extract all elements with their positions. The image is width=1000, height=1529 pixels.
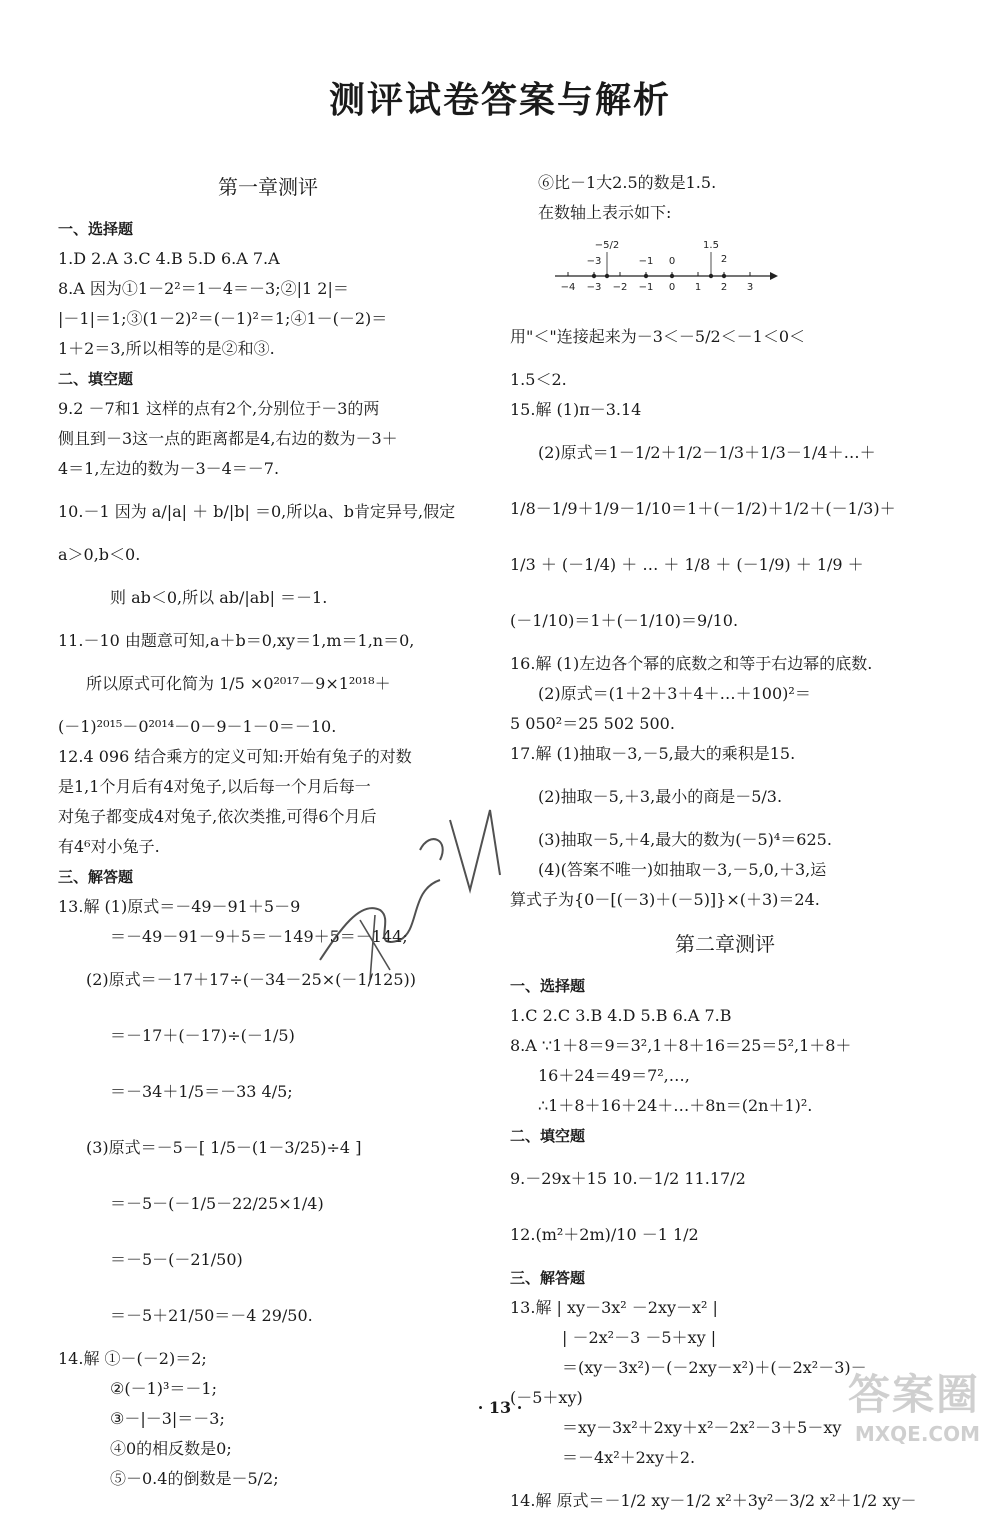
ch1-q14-line: ②(－1)³＝－1;	[110, 1379, 217, 1398]
ch1-q16-line: 16.解 (1)左边各个幂的底数之和等于右边幂的底数.	[510, 654, 873, 673]
point-marker	[670, 274, 674, 278]
point-label: 1.5	[703, 240, 719, 251]
point-marker	[592, 274, 596, 278]
ch1-q17-line: (2)抽取－5,＋3,最小的商是－5/3.	[538, 787, 783, 806]
point-label: −3	[586, 256, 602, 267]
chapter1-heading: 第一章测评	[218, 175, 318, 199]
ch2-q13-line: ＝(xy－3x²)－(－2xy－x²)＋(－2x²－3)－	[562, 1358, 867, 1377]
watermark-logo: 答案圈	[847, 1370, 980, 1419]
ch1-q17-line: (3)抽取－5,＋4,最大的数为(－5)⁴＝625.	[538, 830, 832, 849]
number-line	[550, 234, 940, 303]
point-marker	[722, 274, 726, 278]
tick-label: −2	[612, 282, 628, 293]
ch1-q13-line: ＝－5＋21/50＝－4 29/50.	[110, 1306, 313, 1325]
ch2-q13-line: 13.解 | xy－3x² －2xy－x² |	[510, 1298, 718, 1317]
ch1-q9-line: 9.2 －7和1 这样的点有2个,分别位于－3的两	[58, 399, 380, 418]
ch1-q14-cont-line: ⑥比－1大2.5的数是1.5.	[538, 173, 717, 192]
ch1-section-fill: 二、填空题	[58, 370, 134, 388]
ch1-q15-line: 1/8－1/9＋1/9－1/10＝1＋(－1/2)＋1/2＋(－1/3)＋	[510, 499, 896, 518]
ch1-q13-line: ＝－5－(－1/5－22/25×1/4)	[110, 1194, 324, 1213]
ch1-q9-line: 4＝1,左边的数为－3－4＝－7.	[58, 459, 280, 478]
ch1-q15-line: (2)原式＝1－1/2＋1/2－1/3＋1/3－1/4＋…＋	[538, 443, 876, 462]
ch1-q13-line: ＝－49－91－9＋5＝－149＋5＝－144;	[110, 927, 408, 946]
ch2-q13-line: ＝－4x²＋2xy＋2.	[562, 1448, 696, 1467]
arrow-right-icon	[770, 272, 778, 280]
ch1-q16-line: (2)原式＝(1＋2＋3＋4＋…＋100)²＝	[538, 684, 811, 703]
ch2-q13-line: ＝xy－3x²＋2xy＋x²－2x²－3＋5－xy	[562, 1418, 842, 1437]
ch1-q14-cont-line: 在数轴上表示如下:	[538, 203, 672, 222]
site-watermark	[720, 1362, 980, 1448]
ch2-q13-line: (－5＋xy)	[510, 1388, 583, 1407]
ch1-q8-line: 8.A 因为①1－2²＝1－4＝－3;②|1 2|＝	[58, 279, 349, 298]
tick-label: 3	[746, 282, 754, 293]
ch1-q13-line: 13.解 (1)原式＝－49－91＋5－9	[58, 897, 301, 916]
ch1-q13-line: ＝－5－(－21/50)	[110, 1250, 243, 1269]
ch1-q11-line: 所以原式可化简为 1/5 ×0²⁰¹⁷－9×1²⁰¹⁸＋	[86, 674, 391, 693]
ch2-q14-line: 14.解 原式＝－1/2 xy－1/2 x²＋3y²－3/2 x²＋1/2 xy－	[510, 1491, 917, 1510]
page-number: · 13 ·	[477, 1398, 523, 1417]
ch1-q15-line: 1/3 ＋ (－1/4) ＋ … ＋ 1/8 ＋ (－1/9) ＋ 1/9 ＋	[510, 555, 864, 574]
ch1-q10-line: 则 ab＜0,所以 ab/|ab| ＝－1.	[110, 588, 328, 607]
tick-label: 0	[668, 282, 676, 293]
ch1-q13-line: ＝－34＋1/5＝－33 4/5;	[110, 1082, 293, 1101]
ch1-q14-line: ④0的相反数是0;	[110, 1439, 232, 1458]
ch1-q13-line: (2)原式＝－17＋17÷(－34－25×(－1/125))	[86, 970, 416, 989]
ch1-choice-answers: 1.D 2.A 3.C 4.B 5.D 6.A 7.A	[58, 249, 280, 268]
ch2-q8-line: ∴1＋8＋16＋24＋…＋8n＝(2n＋1)².	[538, 1096, 813, 1115]
tick-label: 2	[720, 282, 728, 293]
ch2-fill-answers: 12.(m²＋2m)/10 －1 1/2	[510, 1225, 699, 1244]
page-title: 测评试卷答案与解析	[328, 80, 671, 121]
ch2-choice-answers: 1.C 2.C 3.B 4.D 5.B 6.A 7.B	[510, 1006, 732, 1025]
ch1-q14-line: ⑤－0.4的倒数是－5/2;	[110, 1469, 279, 1488]
ch2-q13-line: | －2x²－3 －5＋xy |	[562, 1328, 717, 1347]
ch1-q17-line: 17.解 (1)抽取－3,－5,最大的乘积是15.	[510, 744, 796, 763]
ch1-q11-line: 11.－10 由题意可知,a＋b＝0,xy＝1,m＝1,n＝0,	[58, 631, 415, 650]
right-column	[510, 168, 940, 1529]
point-label: −5/2	[594, 240, 620, 251]
ch1-q15-line: 15.解 (1)π－3.14	[510, 400, 642, 419]
ch1-q14-end-line: 用"＜"连接起来为－3＜－5/2＜－1＜0＜	[510, 327, 806, 346]
point-label: 0	[668, 256, 676, 267]
ch1-q17-line: 算式子为{0－[(－3)＋(－5)]}×(＋3)＝24.	[510, 890, 820, 909]
point-marker	[605, 274, 609, 278]
point-marker	[709, 274, 713, 278]
tick-label: −3	[586, 282, 602, 293]
ch2-section-solve: 三、解答题	[510, 1269, 586, 1287]
ch1-section-solve: 三、解答题	[58, 868, 134, 886]
ch1-q12-line: 是1,1个月后有4对兔子,以后每一个月后每一	[58, 777, 371, 796]
ch1-q8-line: |－1|＝1;③(1－2)²＝(－1)²＝1;④1－(－2)＝	[58, 309, 388, 328]
ch1-q10-line: 10.－1 因为 a/|a| ＋ b/|b| ＝0,所以a、b肯定异号,假定	[58, 502, 456, 521]
ch1-q15-line: (－1/10)＝1＋(－1/10)＝9/10.	[510, 611, 739, 630]
tick-label: −4	[560, 282, 576, 293]
ch2-section-choice: 一、选择题	[510, 977, 586, 995]
watermark-url: MXQE.COM	[854, 1422, 980, 1446]
ch1-q9-line: 侧且到－3这一点的距离都是4,右边的数为－3＋	[58, 429, 398, 448]
ch1-q13-line: (3)原式＝－5－[ 1/5－(1－3/25)÷4 ]	[86, 1138, 362, 1157]
tick-label: 1	[694, 282, 702, 293]
ch1-q12-line: 对兔子都变成4对兔子,依次类推,可得6个月后	[58, 807, 377, 826]
ch1-q10-line: a＞0,b＜0.	[58, 545, 141, 564]
point-marker	[644, 274, 648, 278]
point-label: 2	[720, 254, 728, 265]
ch1-q12-line: 有4⁶对小兔子.	[58, 837, 160, 856]
chapter2-heading: 第二章测评	[675, 932, 775, 956]
ch1-q13-line: ＝－17＋(－17)÷(－1/5)	[110, 1026, 295, 1045]
ch1-q17-line: (4)(答案不唯一)如抽取－3,－5,0,＋3,运	[538, 860, 827, 879]
number-line-svg	[550, 234, 780, 296]
ch1-q14-end-line: 1.5＜2.	[510, 370, 567, 389]
ch1-q16-line: 5 050²＝25 502 500.	[510, 714, 675, 733]
handwritten-scribble	[300, 780, 560, 1000]
point-label: −1	[638, 256, 654, 267]
ch2-fill-answers: 9.－29x＋15 10.－1/2 11.17/2	[510, 1169, 746, 1188]
ch1-q11-line: (－1)²⁰¹⁵－0²⁰¹⁴－0－9－1－0＝－10.	[58, 717, 337, 736]
ch1-q8-line: 1＋2＝3,所以相等的是②和③.	[58, 339, 275, 358]
ch1-section-choice: 一、选择题	[58, 220, 134, 238]
ch2-q8-line: 16＋24＝49＝7²,…,	[538, 1066, 690, 1085]
ch2-q8-line: 8.A ∵1＋8＝9＝3²,1＋8＋16＝25＝5²,1＋8＋	[510, 1036, 852, 1055]
ch1-q14-line: 14.解 ①－(－2)＝2;	[58, 1349, 207, 1368]
tick-label: −1	[638, 282, 654, 293]
ch2-section-fill: 二、填空题	[510, 1127, 586, 1145]
ch1-q12-line: 12.4 096 结合乘方的定义可知:开始有兔子的对数	[58, 747, 412, 766]
ch1-q14-line: ③－|－3|＝－3;	[110, 1409, 225, 1428]
